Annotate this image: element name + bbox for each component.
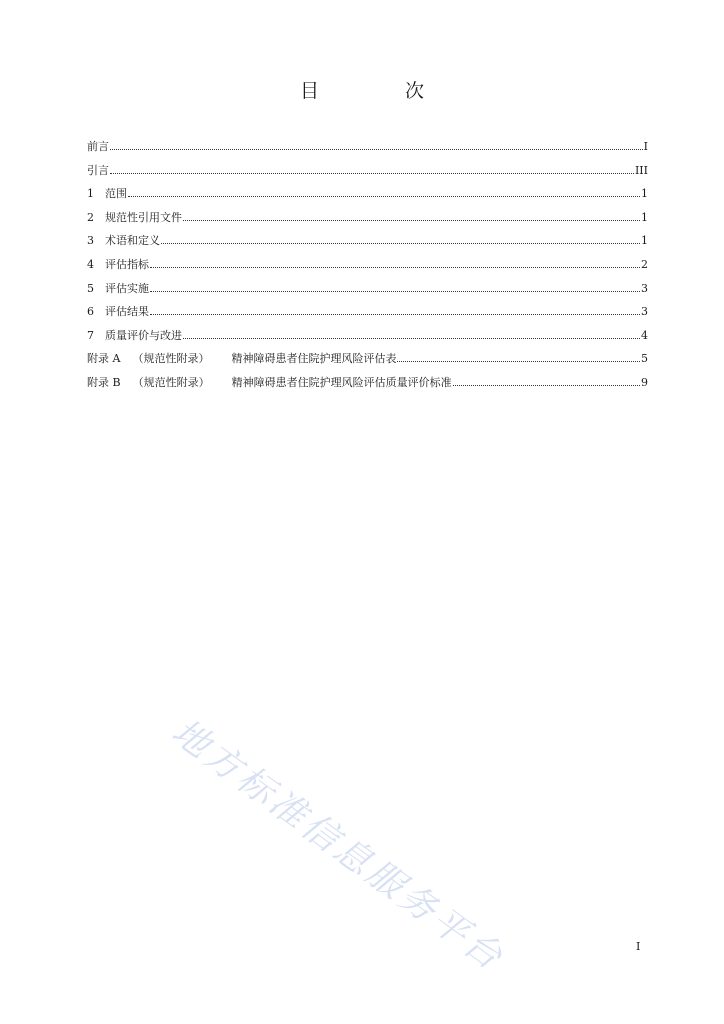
toc-entry-title: 规范性引用文件	[105, 210, 182, 224]
page-number: I	[636, 940, 641, 953]
toc-entry-title: 评估结果	[105, 305, 149, 319]
toc-entry-number: 5	[87, 281, 94, 295]
toc-entry-page: 1	[641, 187, 648, 201]
toc-heading: 目 次	[299, 80, 465, 102]
toc-entry-page: 5	[641, 352, 648, 366]
toc-leader-dots	[397, 361, 640, 362]
toc-annex-label: 附录 B	[87, 375, 121, 389]
toc-entry-number: 7	[87, 328, 94, 342]
toc-leader-dots	[150, 267, 640, 268]
toc-annex-label: 附录 A	[87, 352, 121, 366]
toc-entry-assessment-implementation[interactable]	[87, 280, 648, 304]
toc-entry-annex-a[interactable]	[87, 350, 648, 374]
toc-entry-foreword[interactable]	[87, 138, 648, 162]
toc-entry-title: 范围	[105, 187, 127, 201]
toc-annex-type: （规范性附录）	[132, 352, 210, 366]
toc-leader-dots	[150, 314, 640, 315]
toc-entry-page: 9	[641, 375, 648, 389]
toc-entry-title: 评估指标	[105, 257, 149, 271]
toc-entry-title: 精神障碍患者住院护理风险评估表	[231, 352, 397, 366]
toc-leader-dots	[150, 291, 640, 292]
watermark: 地方标准信息服务平台	[164, 711, 512, 980]
toc-entry-page: 3	[641, 305, 648, 319]
toc-entry-page: 1	[641, 210, 648, 224]
toc-entry-page: 4	[641, 328, 648, 342]
toc-leader-dots	[453, 385, 640, 386]
toc-annex-type: （规范性附录）	[132, 375, 210, 389]
toc-entry-number: 2	[87, 210, 94, 224]
toc-entry-number: 1	[87, 187, 94, 201]
toc-entry-title: 质量评价与改进	[105, 328, 182, 342]
toc-leader-dots	[110, 173, 634, 174]
toc-entry-number: 4	[87, 257, 94, 271]
toc-entry-page: I	[643, 140, 648, 153]
toc-entry-page: 3	[641, 281, 648, 295]
toc-entry-annex-b[interactable]	[87, 374, 648, 398]
toc-entry-introduction[interactable]	[87, 162, 648, 186]
toc-entry-assessment-results[interactable]	[87, 303, 648, 327]
toc-leader-dots	[110, 149, 643, 150]
toc-entry-assessment-indicators[interactable]	[87, 256, 648, 280]
toc-entry-number: 3	[87, 234, 94, 248]
toc-entry-page: 1	[641, 234, 648, 248]
toc-entry-normative-references[interactable]	[87, 209, 648, 233]
table-of-contents	[87, 138, 648, 398]
toc-entry-terms-definitions[interactable]	[87, 232, 648, 256]
toc-entry-title: 前言	[87, 140, 109, 153]
toc-entry-page: 2	[641, 257, 648, 271]
toc-leader-dots	[183, 220, 640, 221]
toc-entry-number: 6	[87, 305, 94, 319]
toc-entry-page: III	[634, 163, 648, 177]
toc-entry-scope[interactable]	[87, 185, 648, 209]
toc-entry-title: 引言	[87, 163, 109, 177]
toc-entry-quality-evaluation[interactable]	[87, 327, 648, 351]
toc-entry-title: 术语和定义	[105, 234, 160, 248]
toc-leader-dots	[183, 338, 640, 339]
toc-leader-dots	[128, 196, 640, 197]
toc-leader-dots	[161, 243, 640, 244]
toc-entry-title: 评估实施	[105, 281, 149, 295]
toc-entry-title: 精神障碍患者住院护理风险评估质量评价标准	[231, 375, 452, 389]
